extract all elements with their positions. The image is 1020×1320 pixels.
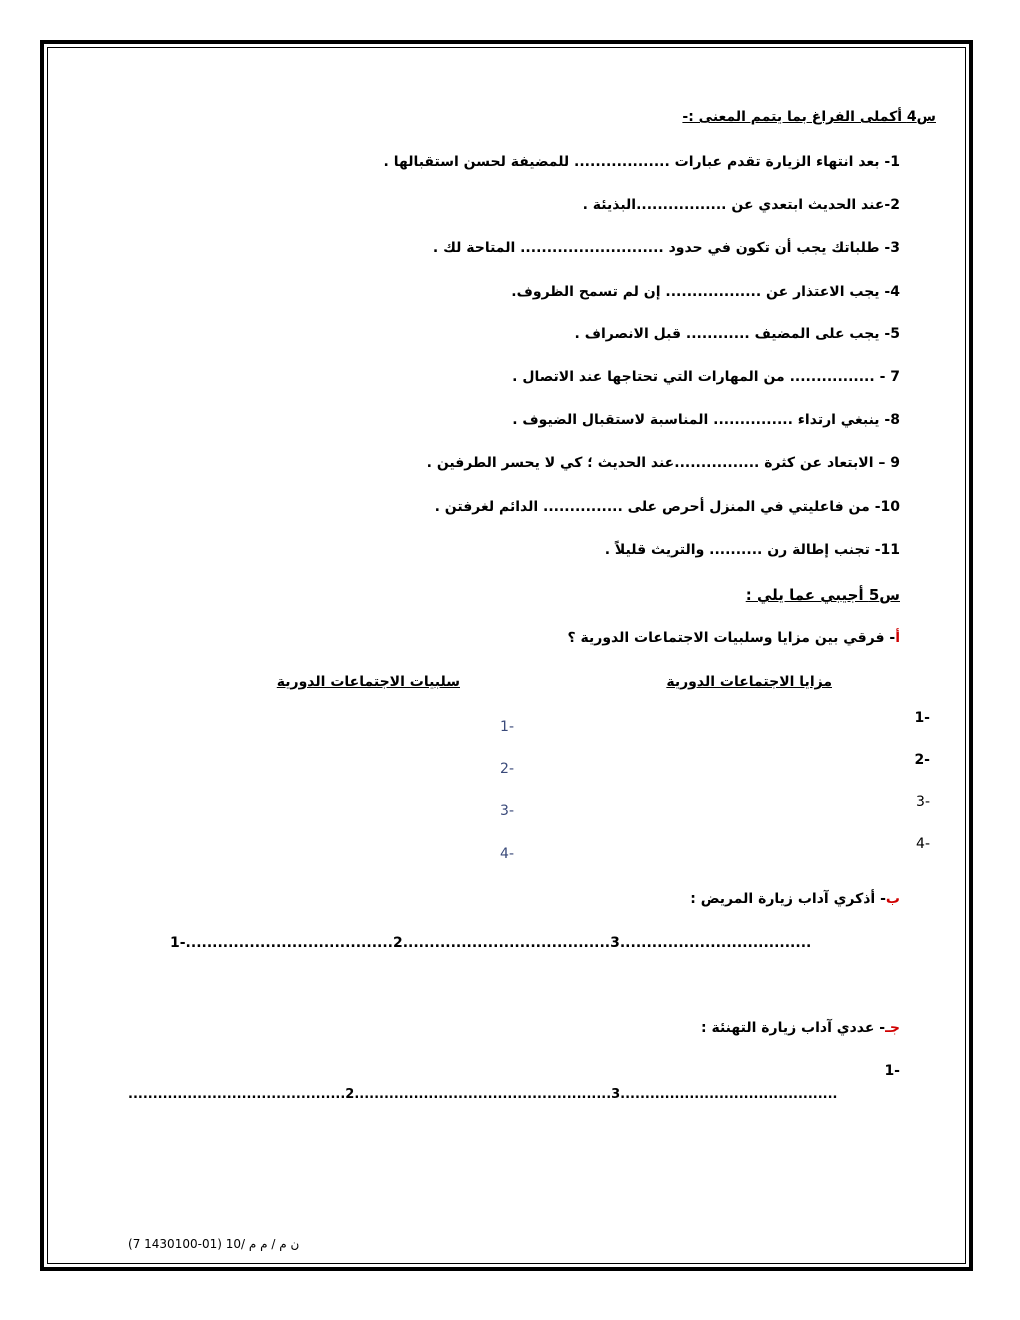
q4-item-9: 9 – الابتعاد عن كثرة ................عند الحديث ؛ كي لا يحسر الطرفين . bbox=[426, 455, 900, 471]
part-c-number-1: 1- bbox=[884, 1063, 900, 1079]
part-c-answer-line: ............................................2....................................................3............................................ bbox=[128, 1087, 838, 1102]
q4-item-5: 5- يجب على المضيف ............ قبل الانصراف . bbox=[574, 326, 900, 342]
q5-part-c bbox=[701, 1020, 900, 1036]
footer-code: ن م / م م /10 (01-1430100 7) bbox=[128, 1237, 300, 1251]
disadvantages-column-header: سلبيات الاجتماعات الدورية bbox=[276, 674, 460, 690]
disadvantage-number-2: 2- bbox=[500, 761, 514, 777]
q5-part-a bbox=[568, 630, 900, 646]
advantage-number-1: 1- bbox=[914, 710, 930, 726]
q4-item-3: 3- طلباتك يجب أن تكون في حدود ........................... المتاحة لك . bbox=[432, 240, 900, 256]
disadvantage-number-3: 3- bbox=[500, 803, 514, 819]
part-a-question: - فرقي بين مزايا وسلبيات الاجتماعات الدورية ؟ bbox=[567, 630, 896, 646]
q4-item-7: 7 - ................ من المهارات التي تحتاجها عند الاتصال . bbox=[512, 369, 900, 385]
page-border-inner bbox=[47, 47, 966, 1264]
q4-item-8: 8- ينبغي ارتداء ............... المناسبة لاستقبال الضيوف . bbox=[512, 412, 900, 428]
q4-heading: س4 أكملى الفراغ بما يتمم المعنى :- bbox=[682, 109, 936, 125]
part-c-letter: جـ bbox=[885, 1020, 900, 1036]
advantage-number-4: 4- bbox=[916, 836, 930, 852]
q4-item-11: 11- تجنب إطالة رن .......... والتريث قليلاً . bbox=[604, 542, 900, 558]
advantage-number-2: 2- bbox=[914, 752, 930, 768]
part-b-answer-line: 1-.......................................2.......................................3.................................... bbox=[170, 935, 812, 951]
q5-part-b bbox=[690, 891, 900, 907]
disadvantage-number-1: 1- bbox=[500, 719, 514, 735]
part-c-question: - عددي آداب زيارة التهنئة : bbox=[700, 1020, 886, 1036]
q4-item-1: 1- بعد انتهاء الزيارة تقدم عبارات .................. للمضيفة لحسن استقبالها . bbox=[383, 154, 900, 170]
q4-item-10: 10- من فاعليتي في المنزل أحرص على ............... الدائم لغرفتن . bbox=[434, 499, 900, 515]
q4-item-2: 2-عند الحديث ابتعدي عن .................البذيئة . bbox=[582, 197, 900, 213]
q4-item-4: 4- يجب الاعتذار عن .................. إن لم تسمح الظروف. bbox=[511, 284, 900, 300]
part-b-question: - أذكري آداب زيارة المريض : bbox=[690, 891, 886, 907]
q5-heading: س5 أجيبي عما يلي : bbox=[745, 586, 900, 604]
advantages-column-header: مزايا الاجتماعات الدورية bbox=[666, 674, 832, 690]
part-b-letter: ب bbox=[885, 891, 900, 907]
part-a-letter: أ bbox=[895, 630, 900, 646]
advantage-number-3: 3- bbox=[916, 794, 930, 810]
disadvantage-number-4: 4- bbox=[500, 846, 514, 862]
